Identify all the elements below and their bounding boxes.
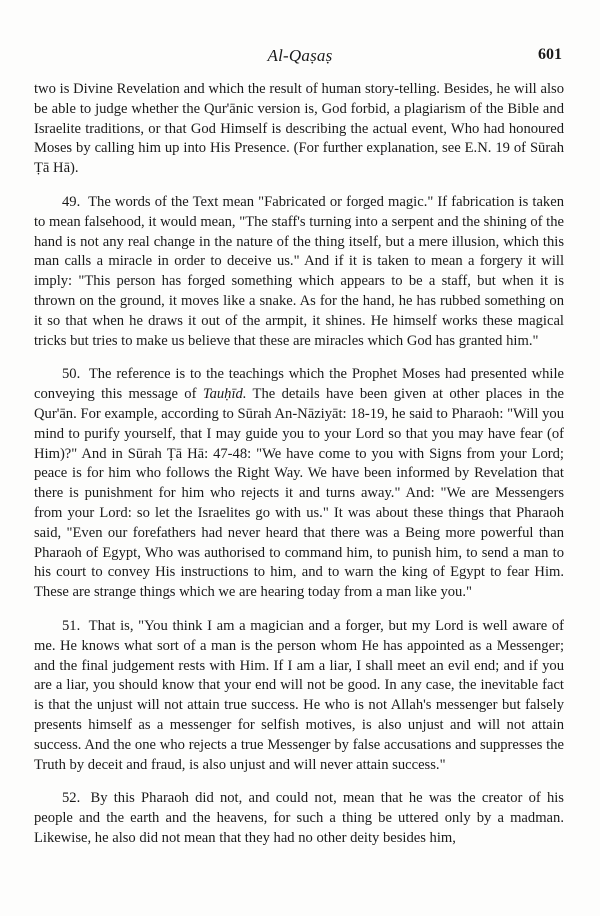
commentary-body	[34, 80, 564, 863]
paragraph-text: two is Divine Revelation and which the result of human story-telling. Besides, he will also be able to judge whether the Qur'ānic version is, God forbid, a plagiarism of the Bible and Israelite traditions, or that God Himself is describing the actual event, Who had honoured Moses by calling him up into His Presence. (For further explanation, see E.N. 19 of Sūrah Ṭā Hā).	[34, 81, 564, 177]
note-50	[34, 365, 564, 603]
note-49	[34, 193, 564, 351]
paragraph-text: That is, "You think I am a magician and a forger, but my Lord is well aware of me. He knows what sort of a man is the person whom He has appointed as a Messenger; and the final judgement rests with Him. If I am a liar, I shall meet an evil end; and if you are a liar, you should know that your end will not be good. In any case, the inevitable fact is that the unjust will not attain true success. He who is not Allah's messenger but falsely presents himself as a messenger for selfish motives, is also unjust and will not attain success. And the one who rejects a true Messenger by false accusations and suppresses the Truth by deceit and fraud, is also unjust and will never attain success."	[34, 617, 564, 773]
page-number: 601	[538, 46, 562, 63]
tauhid-term: Tauḥīd.	[202, 386, 247, 403]
surah-title: Al-Qaṣaṣ	[267, 46, 333, 65]
note-51	[34, 617, 564, 775]
note-52	[34, 789, 564, 848]
paragraph-text: The words of the Text mean "Fabricated or forged magic." If fabrication is taken to mean falsehood, it would mean, "The staff's turning into a serpent and the shining of the hand is not any real change in the nature of the thing itself, but a mere illusion, which this man calls a miracle in order to deceive us." And if it is taken to mean a forgery it will imply: "This person has forged something which appears to be a staff, but when it is thrown on the ground, it moves like a snake. As for the hand, he has rubbed something on it so that when he draws it out of the armpit, it shines. He himself works these magical tricks but tries to make us believe that these are miracles which God has granted him."	[34, 193, 564, 349]
paragraph-continued	[34, 80, 564, 179]
paragraph-text: The reference is to the teachings which the Prophet Moses had presented while conveying this message of	[34, 366, 565, 403]
running-head	[0, 46, 600, 70]
note-number: 51.	[62, 617, 81, 634]
note-number: 52.	[62, 790, 81, 807]
paragraph-text: By this Pharaoh did not, and could not, mean that he was the creator of his people and the earth and the heavens, for such a thing be uttered only by a madman. Likewise, he also did not mean that they had no other deity besides him,	[34, 790, 564, 846]
note-number: 50.	[62, 366, 81, 383]
note-number: 49.	[62, 193, 81, 210]
paragraph-text: The details have been given at other places in the Qur'ān. For example, according to Sūrah An-Nāziyāt: 18-19, he said to Pharaoh: "Will you mind to purify yourself, that I may guide you to your Lord so that you may have fear (of Him)?" And in Sūrah Ṭā Hā: 47-48: "We have come to you with Signs from your Lord; peace is for him who follows the Right Way. We have been informed by Revelation that there is punishment for him who rejects it and turns away." And: "We are Messengers from your Lord: so let the Israelites go with us." It was about these things that Pharaoh said, "Even our forefathers had never heard that there was a Being more powerful than Pharaoh of Egypt, Who was authorised to command him, to punish him, to send a man to his court to convey His instructions to him, and to warn the king of Egypt to fear Him. These are strange things which we are hearing today from a man like you."	[34, 386, 564, 601]
